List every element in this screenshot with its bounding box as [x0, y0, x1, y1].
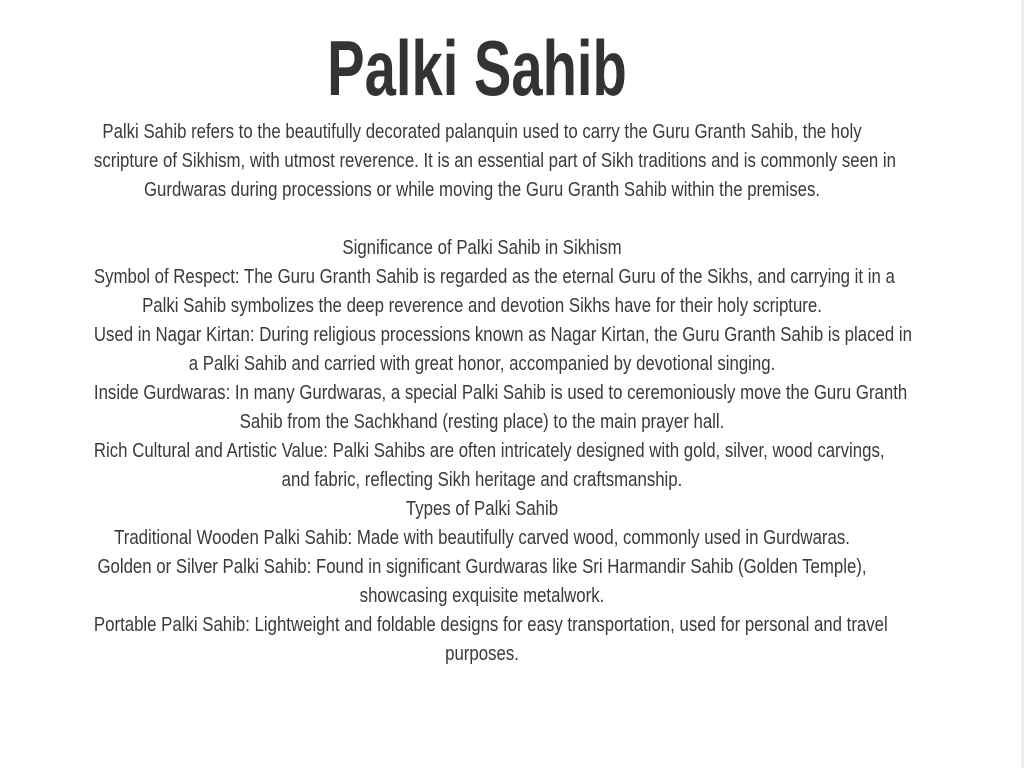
types-heading: Types of Palki Sahib: [405, 498, 559, 520]
intro-line: Palki Sahib refers to the beautifully decorated palanquin used to carry the Guru Granth Sahib, the holy: [102, 121, 862, 143]
significance-heading: Significance of Palki Sahib in Sikhism: [342, 237, 622, 259]
types-line: purposes.: [445, 643, 519, 665]
types-line: Golden or Silver Palki Sahib: Found in significant Gurdwaras like Sri Harmandir Sahib (Golden Temple),: [97, 556, 867, 578]
article-body: [20, 118, 944, 669]
significance-line: a Palki Sahib and carried with great honor, accompanied by devotional singing.: [188, 353, 776, 375]
significance-line: Rich Cultural and Artistic Value: Palki Sahibs are often intricately designed with gold, silver, wood carvings,: [93, 440, 885, 462]
page-title: Palki Sahib: [327, 24, 627, 112]
types-line: showcasing exquisite metalwork.: [359, 585, 605, 607]
types-line: Traditional Wooden Palki Sahib: Made with beautifully carved wood, commonly used in Gurdwaras.: [114, 527, 850, 549]
intro-line: Gurdwaras during processions or while moving the Guru Granth Sahib within the premises.: [143, 179, 821, 201]
significance-line: and fabric, reflecting Sikh heritage and craftsmanship.: [281, 469, 683, 491]
significance-line: Inside Gurdwaras: In many Gurdwaras, a special Palki Sahib is used to ceremoniously move the Guru Granth: [93, 382, 908, 404]
intro-line: scripture of Sikhism, with utmost reverence. It is an essential part of Sikh traditions and is commonly seen in: [93, 150, 897, 172]
types-line: Portable Palki Sahib: Lightweight and foldable designs for easy transportation, used for personal and travel: [93, 614, 888, 636]
significance-line: Used in Nagar Kirtan: During religious processions known as Nagar Kirtan, the Guru Granth Sahib is placed in: [93, 324, 912, 346]
significance-line: Palki Sahib symbolizes the deep reverence and devotion Sikhs have for their holy scripture.: [142, 295, 822, 317]
significance-line: Sahib from the Sachkhand (resting place) to the main prayer hall.: [239, 411, 725, 433]
paragraph-spacer: [20, 205, 944, 234]
significance-line: Symbol of Respect: The Guru Granth Sahib is regarded as the eternal Guru of the Sikhs, and carrying it in a: [93, 266, 895, 288]
